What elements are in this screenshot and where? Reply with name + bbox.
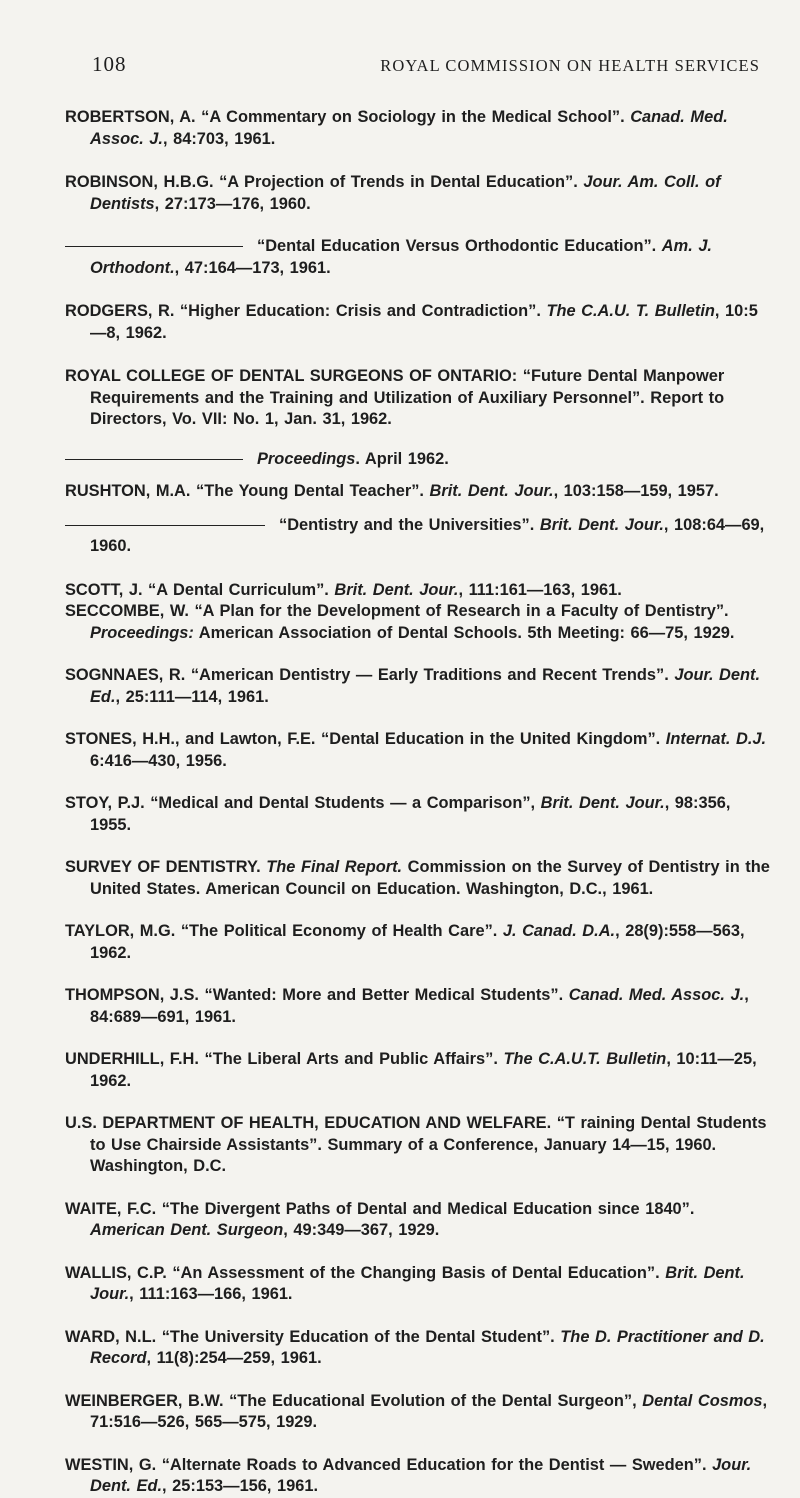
journal-title: Jour. Dent. Ed. bbox=[90, 1455, 752, 1495]
citation-details: , 11(8):254—259, 1961. bbox=[146, 1349, 322, 1367]
reference-entry bbox=[65, 1327, 773, 1370]
journal-title: J. Canad. D.A. bbox=[502, 922, 616, 940]
reference-entry bbox=[65, 793, 773, 836]
reference-entry bbox=[65, 1113, 773, 1178]
citation-details: , 27:173—176, 1960. bbox=[154, 194, 311, 213]
reference-text: SCOTT, J. “A Dental Curriculum”. bbox=[65, 580, 335, 599]
journal-title: Proceedings: bbox=[90, 623, 194, 642]
reference-text: RODGERS, R. “Higher Education: Crisis and Contradiction”. bbox=[65, 302, 547, 320]
reference-text: WAITE, F.C. “The Divergent Paths of Dental and Medical Education since 1840”. bbox=[65, 1199, 695, 1218]
citation-details: , 10:5—8, 1962. bbox=[90, 302, 758, 342]
reference-entry bbox=[65, 1455, 773, 1498]
reference-entry bbox=[65, 580, 773, 602]
journal-title: Dental Cosmos bbox=[642, 1391, 763, 1410]
journal-title: The Final Report. bbox=[266, 858, 403, 876]
citation-details: , 47:164—173, 1961. bbox=[174, 258, 331, 277]
citation-details: , 98:356, 1955. bbox=[90, 794, 731, 834]
journal-title: Canad. Med. Assoc. J. bbox=[90, 108, 728, 148]
journal-title: The D. Practitioner and D. Record bbox=[90, 1327, 765, 1367]
reference-text: WEINBERGER, B.W. “The Educational Evolution of the Dental Surgeon”, bbox=[65, 1391, 643, 1410]
reference-entry bbox=[65, 1049, 773, 1092]
journal-title: Jour. Dent. Ed. bbox=[90, 666, 761, 706]
citation-details: , 84:689—691, 1961. bbox=[90, 986, 749, 1026]
journal-title: Am. J. Orthodont. bbox=[90, 237, 712, 277]
reference-entry bbox=[65, 172, 773, 215]
page-number: 108 bbox=[92, 52, 127, 76]
journal-title: Brit. Dent. Jour. bbox=[429, 482, 554, 500]
reference-text: SURVEY OF DENTISTRY. bbox=[65, 858, 267, 876]
reference-text: ROBERTSON, A. “A Commentary on Sociology in the Medical School”. bbox=[65, 108, 631, 126]
citation-details: , 10:11—25, 1962. bbox=[90, 1050, 757, 1090]
citation-details: , 111:161—163, 1961. bbox=[458, 580, 622, 599]
page-header bbox=[92, 52, 760, 77]
reference-text: TAYLOR, M.G. “The Political Economy of Health Care”. bbox=[65, 922, 503, 940]
journal-title: Brit. Dent. Jour. bbox=[540, 794, 665, 812]
citation-details: , 25:111—114, 1961. bbox=[115, 687, 269, 706]
reference-list bbox=[65, 107, 773, 1498]
citation-details: , 28(9):558—563, 1962. bbox=[90, 922, 745, 962]
reference-text: U.S. DEPARTMENT OF HEALTH, EDUCATION AND WELFARE. “T raining Dental Students to Use Chairside Assistants”. Summary of a Conference, January 14—15, 1960. Washington, D.C. bbox=[65, 1114, 767, 1175]
reference-entry bbox=[65, 729, 773, 772]
journal-title: The C.A.U. T. Bulletin bbox=[546, 302, 715, 320]
reference-entry bbox=[65, 236, 773, 279]
journal-title: Brit. Dent. Jour. bbox=[90, 1263, 745, 1303]
reference-entry bbox=[65, 1263, 773, 1306]
reference-entry bbox=[65, 1199, 773, 1242]
reference-entry bbox=[65, 857, 773, 900]
reference-text: THOMPSON, J.S. “Wanted: More and Better Medical Students”. bbox=[65, 986, 569, 1004]
journal-title: The C.A.U.T. Bulletin bbox=[503, 1050, 667, 1068]
reference-entry bbox=[65, 449, 773, 471]
ditto-rule bbox=[65, 459, 243, 460]
citation-details: 6:416—430, 1956. bbox=[90, 751, 227, 770]
reference-text: “Dentistry and the Universities”. bbox=[279, 515, 540, 534]
reference-text: ROYAL COLLEGE OF DENTAL SURGEONS OF ONTARIO: “Future Dental Manpower Requirements and the Training and Utilization of Auxiliary Personnel”. Report to Directors, Vo. VII: No. 1, Jan. 31, 1962. bbox=[65, 367, 725, 428]
reference-entry bbox=[65, 481, 773, 503]
running-head: ROYAL COMMISSION ON HEALTH SERVICES bbox=[380, 56, 760, 75]
journal-title: Internat. D.J. bbox=[665, 730, 767, 748]
reference-entry bbox=[65, 665, 773, 708]
reference-text: STONES, H.H., and Lawton, F.E. “Dental Education in the United Kingdom”. bbox=[65, 730, 666, 748]
journal-title: Brit. Dent. Jour. bbox=[539, 515, 664, 534]
citation-details: , 108:64—69, 1960. bbox=[90, 515, 765, 555]
reference-text: ROBINSON, H.B.G. “A Projection of Trends in Dental Education”. bbox=[65, 173, 584, 191]
citation-details: , 111:163—166, 1961. bbox=[129, 1285, 293, 1303]
reference-entry bbox=[65, 107, 773, 150]
reference-text: SECCOMBE, W. “A Plan for the Development of Research in a Faculty of Dentistry”. bbox=[65, 602, 729, 620]
reference-text: WARD, N.L. “The University Education of the Dental Student”. bbox=[65, 1327, 561, 1346]
reference-entry bbox=[65, 921, 773, 964]
journal-title: Jour. Am. Coll. of Dentists bbox=[90, 173, 721, 213]
citation-details: Commission on the Survey of Dentistry in the United States. American Council on Education. Washington, D.C., 1961. bbox=[90, 858, 770, 898]
ditto-rule bbox=[65, 525, 265, 526]
citation-details: , 49:349—367, 1929. bbox=[283, 1221, 440, 1239]
citation-details: , 71:516—526, 565—575, 1929. bbox=[90, 1391, 768, 1431]
citation-details: . April 1962. bbox=[355, 449, 449, 468]
journal-title: Brit. Dent. Jour. bbox=[334, 580, 459, 599]
citation-details: , 103:158—159, 1957. bbox=[553, 482, 719, 500]
reference-text: “Dental Education Versus Orthodontic Education”. bbox=[257, 237, 662, 255]
journal-title: American Dent. Surgeon bbox=[90, 1221, 284, 1239]
reference-text: STOY, P.J. “Medical and Dental Students — a Comparison”, bbox=[65, 794, 541, 812]
reference-text: WALLIS, C.P. “An Assessment of the Changing Basis of Dental Education”. bbox=[65, 1263, 666, 1282]
ditto-rule bbox=[65, 246, 243, 247]
citation-details: , 84:703, 1961. bbox=[162, 129, 276, 148]
reference-entry bbox=[65, 515, 773, 558]
citation-details: American Association of Dental Schools. 5th Meeting: 66—75, 1929. bbox=[193, 623, 735, 642]
reference-text: SOGNNAES, R. “American Dentistry — Early Traditions and Recent Trends”. bbox=[65, 666, 675, 684]
reference-entry bbox=[65, 366, 773, 431]
citation-details: , 25:153—156, 1961. bbox=[162, 1477, 319, 1495]
journal-title: Canad. Med. Assoc. J. bbox=[568, 986, 745, 1004]
reference-entry bbox=[65, 985, 773, 1028]
reference-entry bbox=[65, 1391, 773, 1434]
journal-title: Proceedings bbox=[257, 449, 356, 468]
reference-text: RUSHTON, M.A. “The Young Dental Teacher”. bbox=[65, 482, 430, 500]
reference-entry bbox=[65, 601, 773, 644]
reference-text: UNDERHILL, F.H. “The Liberal Arts and Public Affairs”. bbox=[65, 1050, 504, 1068]
reference-entry bbox=[65, 301, 773, 344]
reference-text: WESTIN, G. “Alternate Roads to Advanced Education for the Dentist — Sweden”. bbox=[65, 1455, 713, 1474]
